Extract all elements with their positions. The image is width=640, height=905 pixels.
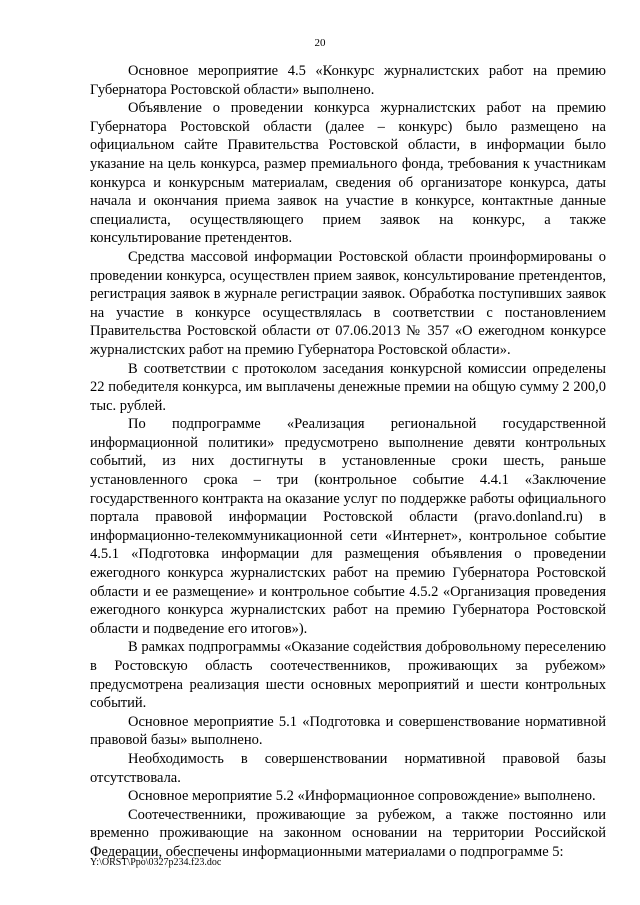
paragraph: В соответствии с протоколом заседания конкурсной комиссии определены 22 победителя конкурса, им выплачены денежные премии на общую сумму 2 200,0 тыс. рублей. <box>90 360 606 414</box>
paragraph: Объявление о проведении конкурса журналистских работ на премию Губернатора Ростовской области (далее – конкурс) было размещено на официальном сайте Правительства Ростовской области, в информации было указание на цель конкурса, размер премиального фонда, требования к участникам конкурса и конкурсным материалам, сведения об организаторе конкурса, даты начала и окончания приема заявок на участие в конкурсе, контактные данные специалиста, осуществляющего прием заявок на конкурс, а также консультирование претендентов. <box>90 100 606 247</box>
paragraph: Соотечественники, проживающие за рубежом, а также постоянно или временно проживающие на законном основании на территории Российской Федерации, обеспечены информационными материалами о подпрограмме 5: <box>90 806 606 860</box>
paragraph: По подпрограмме «Реализация региональной государственной информационной политики» предусмотрено выполнение девяти контрольных событий, из них достигнуты в установленные сроки шесть, раньше установленного срока – три (контрольное событие 4.4.1 «Заключение государственного контракта на оказание услуг по поддержке работы официального портала правовой информации Ростовской области (pravo.donland.ru) в информационно-телекоммуникационной сети «Интернет», контрольное событие 4.5.1 «Подготовка информации для размещения объявления о проведении ежегодного конкурса журналистских работ на премию Губернатора Ростовской области и ее размещение» и контрольное событие 4.5.2 «Организация проведения ежегодного конкурса журналистских работ на премию Губернатора Ростовской области и подведение его итогов»). <box>90 416 606 637</box>
page-number: 20 <box>314 37 326 49</box>
paragraph: В рамках подпрограммы «Оказание содействия добровольному переселению в Ростовскую область соотечественников, проживающих за рубежом» предусмотрена реализация шести основных мероприятий и шести контрольных событий. <box>90 639 606 712</box>
paragraph: Основное мероприятие 4.5 «Конкурс журналистских работ на премию Губернатора Ростовской области» выполнено. <box>90 63 606 98</box>
paragraph: Основное мероприятие 5.2 «Информационное сопровождение» выполнено. <box>128 788 596 805</box>
paragraph: Основное мероприятие 5.1 «Подготовка и совершенствование нормативной правовой базы» выполнено. <box>90 713 606 749</box>
document-body <box>90 62 606 862</box>
paragraph: Необходимость в совершенствовании нормативной правовой базы отсутствовала. <box>90 750 606 786</box>
footer-file-path: Y:\ORST\Ppo\0327p234.f23.doc <box>90 857 222 868</box>
paragraph: Средства массовой информации Ростовской области проинформированы о проведении конкурса, осуществлен прием заявок, консультирование претендентов, регистрация заявок в журнале регистрации заявок. Обработка поступивших заявок на участие в конкурсе осуществлялась в соответствии с постановлением Правительства Ростовской области от 07.06.2013 № 357 «О ежегодном конкурсе журналистских работ на премию Губернатора Ростовской области». <box>90 248 606 358</box>
